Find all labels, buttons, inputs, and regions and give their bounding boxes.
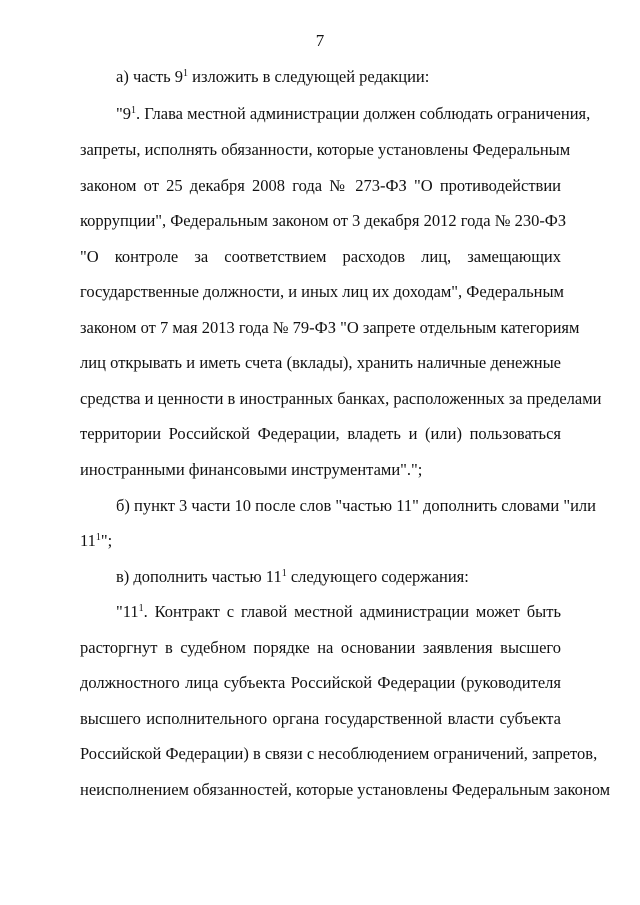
page-number: 7	[315, 31, 325, 50]
paragraph-v-text: в) дополнить частью 11	[116, 567, 282, 586]
paragraph-a-rest: изложить в следующей редакции:	[188, 67, 430, 86]
paragraph-11-1-line: должностного лица субъекта Российской Федерации (руководителя	[80, 673, 561, 692]
paragraph-9-1-last-line: иностранными финансовыми инструментами".";	[80, 460, 423, 479]
paragraph-9-1-line: государственные должности, и иных лиц их доходам", Федеральным	[80, 282, 564, 301]
paragraph-9-1-line: законом от 7 мая 2013 года № 79-ФЗ "О запрете отдельным категориям	[80, 318, 580, 337]
paragraph-11-1-line: Российской Федерации) в связи с несоблюдением ограничений, запретов,	[80, 744, 598, 763]
paragraph-11-1-line: неисполнением обязанностей, которые установлены Федеральным законом	[80, 780, 611, 799]
paragraph-b-line: б) пункт 3 части 10 после слов "частью 11" дополнить словами "или	[116, 496, 596, 515]
paragraph-b-last-line	[80, 530, 561, 552]
paragraph-9-1-first-line	[116, 103, 591, 125]
paragraph-9-1-line: средства и ценности в иностранных банках, расположенных за пределами	[80, 389, 602, 408]
paragraph-a	[116, 66, 561, 88]
superscript: 1	[138, 603, 144, 614]
paragraph-9-1-line: запреты, исполнять обязанности, которые установлены Федеральным	[80, 140, 571, 159]
paragraph-9-1-first-rest: . Глава местной администрации должен соблюдать ограничения,	[136, 104, 591, 123]
paragraph-9-1-line: коррупции", Федеральным законом от 3 декабря 2012 года № 230-ФЗ	[80, 211, 567, 230]
paragraph-11-1-open: "11	[116, 602, 139, 621]
paragraph-b-end: ";	[100, 531, 113, 550]
paragraph-v-rest: следующего содержания:	[286, 567, 469, 586]
superscript: 1	[131, 105, 136, 116]
superscript: 1	[95, 532, 101, 543]
paragraph-a-text: а) часть 9	[116, 67, 183, 86]
paragraph-11-1-line: высшего исполнительного органа государственной власти субъекта	[80, 709, 561, 728]
paragraph-11-1-first-rest: . Контракт с главой местной администрации может быть	[143, 602, 561, 621]
paragraph-11-1-first-line	[116, 601, 561, 623]
paragraph-9-1-line: лиц открывать и иметь счета (вклады), хранить наличные денежные	[80, 353, 561, 372]
superscript: 1	[281, 568, 287, 579]
paragraph-b-number: 11	[80, 531, 96, 550]
paragraph-9-1-line: "О контроле за соответствием расходов лиц, замещающих	[80, 247, 561, 266]
paragraph-11-1-line: расторгнут в судебном порядке на основании заявления высшего	[80, 638, 561, 657]
paragraph-9-1-line: законом от 25 декабря 2008 года № 273-ФЗ "О противодействии	[80, 176, 561, 195]
paragraph-9-1-open: "9	[116, 104, 131, 123]
superscript: 1	[183, 68, 188, 79]
paragraph-v	[116, 566, 561, 588]
paragraph-9-1-line: территории Российской Федерации, владеть и (или) пользоваться	[80, 424, 561, 443]
